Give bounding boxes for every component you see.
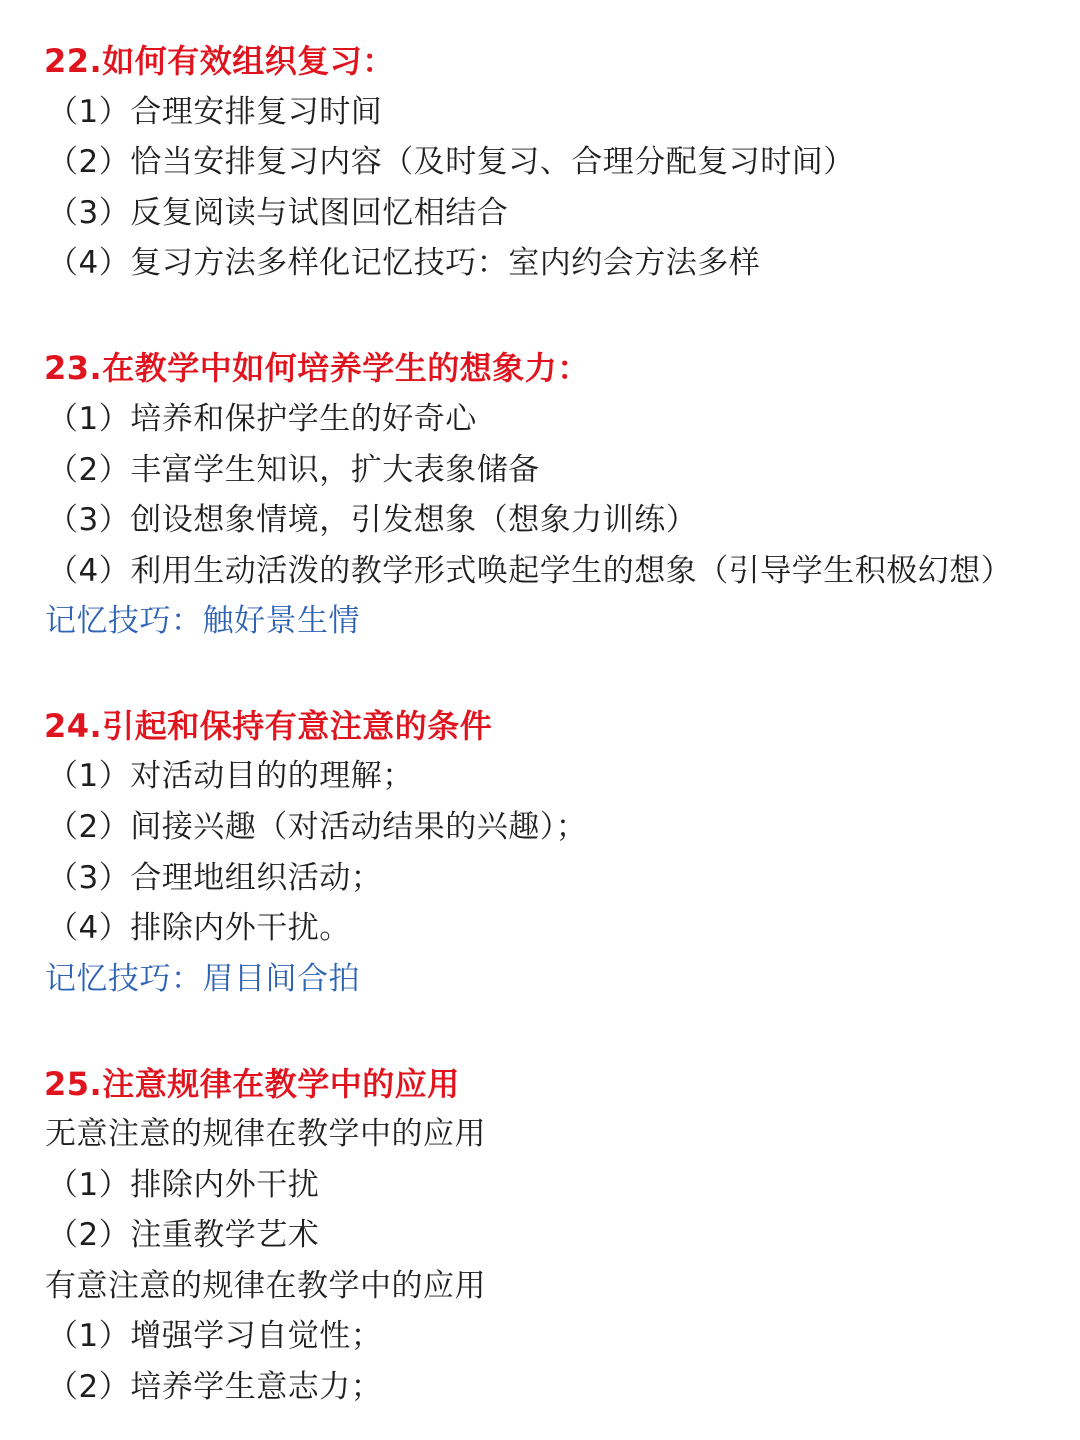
section-24-heading: 24.引起和保持有意注意的条件 <box>44 707 493 745</box>
section-25-heading: 25.注意规律在教学中的应用 <box>44 1065 460 1103</box>
section-25-sub2-item-1: （1）增强学习自觉性； <box>47 1318 383 1354</box>
section-23-item-1: （1）培养和保护学生的好奇心 <box>47 401 477 437</box>
section-24-item-1: （1）对活动目的的理解； <box>47 758 414 794</box>
section-22-item-2: （2）恰当安排复习内容（及时复习、合理分配复习时间） <box>47 144 855 180</box>
section-23-memory-tip: 记忆技巧：触好景生情 <box>45 603 360 639</box>
section-25-sub1-item-1: （1）排除内外干扰 <box>47 1167 320 1203</box>
section-25-subheading-1: 无意注意的规律在教学中的应用 <box>45 1116 486 1152</box>
section-25-sub2-item-2: （2）培养学生意志力； <box>47 1369 383 1405</box>
section-25-subheading-2: 有意注意的规律在教学中的应用 <box>45 1268 486 1304</box>
section-22-item-4: （4）复习方法多样化记忆技巧：室内约会方法多样 <box>47 245 761 281</box>
section-24-item-2: （2）间接兴趣（对活动结果的兴趣）； <box>47 809 588 845</box>
section-23-item-4: （4）利用生动活泼的教学形式唤起学生的想象（引导学生积极幻想） <box>47 553 1013 589</box>
section-22-heading: 22.如何有效组织复习： <box>44 42 395 80</box>
section-23-heading: 23.在教学中如何培养学生的想象力： <box>44 349 590 387</box>
section-22-item-1: （1）合理安排复习时间 <box>47 94 383 130</box>
section-22-item-3: （3）反复阅读与试图回忆相结合 <box>47 195 509 231</box>
section-23-item-3: （3）创设想象情境，引发想象（想象力训练） <box>47 502 698 538</box>
section-25-sub1-item-2: （2）注重教学艺术 <box>47 1217 320 1253</box>
section-24-memory-tip: 记忆技巧：眉目间合拍 <box>45 961 360 997</box>
section-24-item-4: （4）排除内外干扰。 <box>47 910 351 946</box>
section-23-item-2: （2）丰富学生知识，扩大表象储备 <box>47 452 540 488</box>
section-24-item-3: （3）合理地组织活动； <box>47 860 383 896</box>
